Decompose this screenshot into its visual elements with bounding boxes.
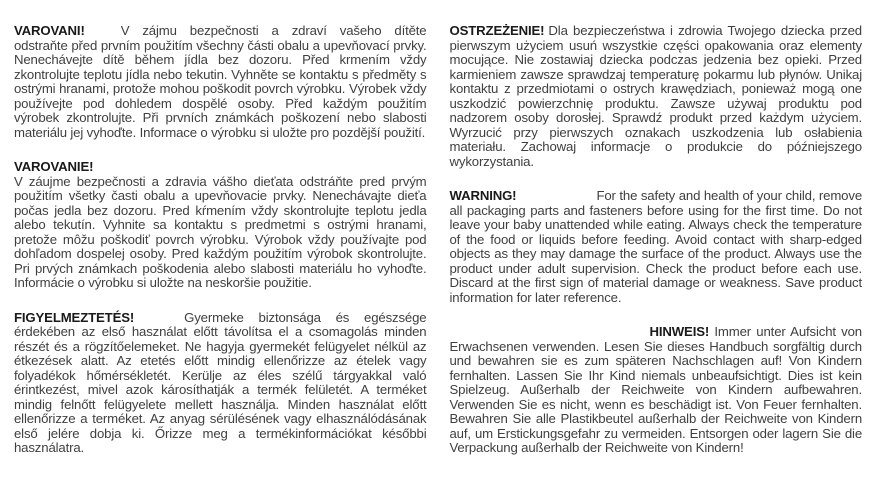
warning-body-polish: Dla bezpieczeństwa i zdrowia Twojego dziecka przed pierwszym użyciem usuń wszystkie części opakowania oraz elementy mocujące. Nie zostawiaj dziecka podczas jedzenia bez opieki. Przed karmieniem zawsze sprawdzaj temperaturę pokarmu lub płynów. Unikaj kontaktu z przedmiotami o ostrych krawędziach, ponieważ mogą one uszkodzić powierzchnię produktu. Zawsze używaj produktu pod nadzorem osoby dorosłej. Sprawdź produkt przed każdym użyciem. Wyrzucić przy pierwszych oznakach uszkodzenia lub osłabienia materiału. Zachowaj informacje o produkcie do późniejszego wykorzystania. xyxy=(449,23,862,169)
warning-block-czech xyxy=(14,24,427,140)
warning-block-german xyxy=(450,325,863,456)
warning-heading-polish: OSTRZEŻENIE! xyxy=(449,23,545,38)
warning-heading-hungarian: FIGYELMEZTETÉS! xyxy=(14,309,135,325)
warning-block-slovak xyxy=(14,160,427,291)
warning-heading-czech: VAROVANI! xyxy=(14,23,85,38)
warning-block-polish xyxy=(450,24,863,169)
warning-heading-slovak: VAROVANIE! xyxy=(14,159,94,174)
warning-block-hungarian xyxy=(14,311,427,456)
warning-heading-german: HINWEIS! xyxy=(649,324,710,339)
warning-body-slovak: V záujme bezpečnosti a zdravia vášho dieťata odstráňte pred prvým použitím všetky časti obalu a upevňovacie prvky. Nenechávajte dieťa počas jedla bez dozoru. Pred kŕmením vždy skontrolujte teplotu jedla alebo tekutín. Vyhnite sa kontaktu s predmetmi s ostrými hranami, pretože môžu poškodiť povrch výrobku. Výrobok vždy používajte pod dohľadom dospelej osoby. Pred každým použitím výrobok skontrolujte. Pri prvých známkach poškodenia alebo slabosti materiálu ho vyhoďte. Informácie o výrobku si uložte na neskoršie použitie. xyxy=(14,173,427,290)
heading-gap xyxy=(85,34,121,35)
warning-body-czech: V zájmu bezpečnosti a zdraví vašeho dítěte odstraňte před prvním použitím všechny části obalu a upevňovací prvky. Nenechávejte dítě během jídla bez dozoru. Před krmením vždy zkontrolujte teplotu jídla nebo tekutin. Vyhněte se kontaktu s předměty s ostrými hranami, protože mohou poškodit povrch výrobku. Výrobek vždy používejte pod dohledem dospělé osoby. Před každým použitím výrobek zkontrolujte. Při prvních známkách poškození nebo slabosti materiálu jej vyhoďte. Informace o výrobku si uložte pro pozdější použití. xyxy=(14,23,427,140)
warning-heading-english: WARNING! xyxy=(449,188,517,203)
heading-gap xyxy=(134,321,184,322)
warning-body-english: For the safety and health of your child, remove all packaging parts and fasteners before using for the first time. Do not leave your baby unattended while eating. Always check the temperature of the food or liquids before feeding. Avoid contact with sharp-edged objects as they may damage the surface of the product. Always use the product under adult supervision. Check the product before each use. Discard at the first sign of material damage or weakness. Save product information for later reference. xyxy=(449,188,862,305)
warning-block-english xyxy=(450,189,863,305)
left-column xyxy=(14,24,427,494)
right-column xyxy=(450,24,863,494)
heading-gap xyxy=(516,199,596,200)
warning-body-german: Immer unter Aufsicht von Erwachsenen verwenden. Lesen Sie dieses Handbuch sorgfältig durch und bewahren sie es zum späteren Nachschlagen auf! Von Kindern fernhalten. Lassen Sie Ihr Kind niemals unbeaufsichtigt. Dies ist kein Spielzeug. Außerhalb der Reichweite von Kindern aufbewahren. Verwenden Sie es nicht, wenn es beschädigt ist. Von Feuer fernhalten. Bewahren Sie alle Plastikbeutel außerhalb der Reichweite von Kindern auf, um Erstickungsgefahr zu vermeiden. Entsorgen oder lagern Sie die Verpackung außerhalb der Reichweite von Kindern! xyxy=(449,324,862,455)
warning-body-hungarian: Gyermeke biztonsága és egészsége érdekében az első használat előtt távolítsa el a csomagolás minden részét és a rögzítőelemeket. Ne hagyja gyermekét felügyelet nélkül az étkezések alatt. Az etetés előtt mindig ellenőrizze az ételek vagy folyadékok hőmérsékletét. Kerülje az éles szélű tárgyakkal való érintkezést, mivel azok károsíthatják a termék felületét. A terméket mindig felnőtt felügyelete mellett használja. Minden használat előtt ellenőrizze a terméket. Az anyag sérülésének vagy elhasználódásának első jelére dobja ki. Őrizze meg a termékinformációkat későbbi használatra. xyxy=(14,309,427,455)
